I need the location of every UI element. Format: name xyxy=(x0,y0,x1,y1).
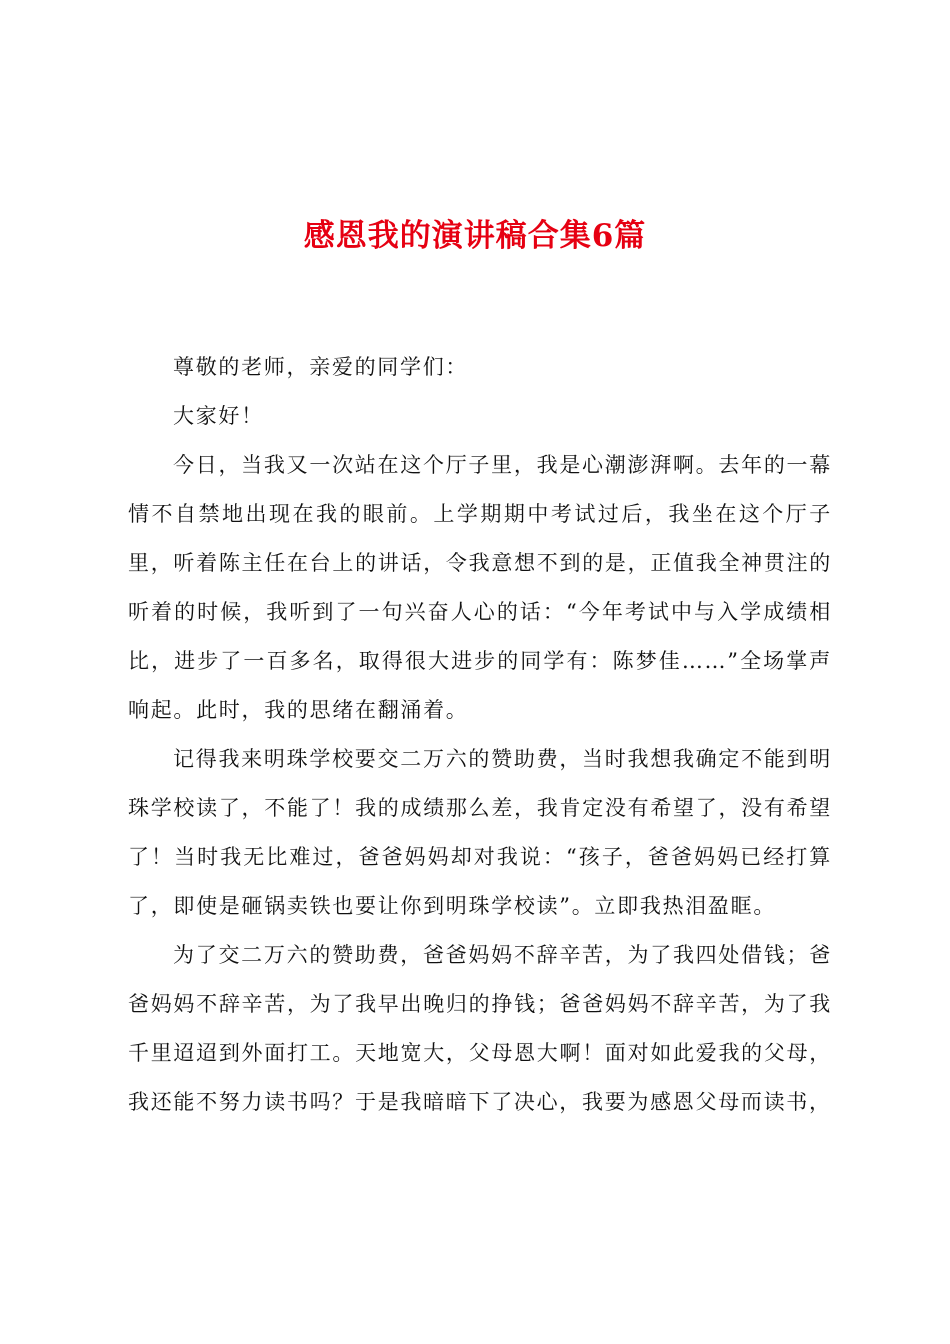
paragraph-body: 为了交二万六的赞助费，爸爸妈妈不辞辛苦，为了我四处借钱；爸爸妈妈不辞辛苦，为了我早出晚归的挣钱；爸爸妈妈不辞辛苦，为了我千里迢迢到外面打工。天地宽大，父母恩大啊！面对如此爱我的父母，我还能不努力读书吗？于是我暗暗下了决心，我要为感恩父母而读书， xyxy=(128,943,832,1114)
paragraph-body: 记得我来明珠学校要交二万六的赞助费，当时我想我确定不能到明珠学校读了，不能了！我的成绩那么差，我肯定没有希望了，没有希望了！当时我无比难过，爸爸妈妈却对我说：“孩子，爸爸妈妈已经打算了，即使是砸锅卖铁也要让你到明珠学校读”。立即我热泪盈眶。 xyxy=(128,747,832,918)
paragraph-greeting: 大家好！ xyxy=(173,404,264,428)
paragraph-salutation: 尊敬的老师，亲爱的同学们： xyxy=(173,355,469,379)
document-title: 感恩我的演讲稿合集6篇 xyxy=(303,218,647,254)
paragraph-body: 今日，当我又一次站在这个厅子里，我是心潮澎湃啊。去年的一幕情不自禁地出现在我的眼前。上学期期中考试过后，我坐在这个厅子里，听着陈主任在台上的讲话，令我意想不到的是，正值我全神贯注的听着的时候，我听到了一句兴奋人心的话：“今年考试中与入学成绩相比，进步了一百多名，取得很大进步的同学有：陈梦佳……”全场掌声响起。此时，我的思绪在翻涌着。 xyxy=(128,453,832,722)
document-body xyxy=(128,343,832,1127)
